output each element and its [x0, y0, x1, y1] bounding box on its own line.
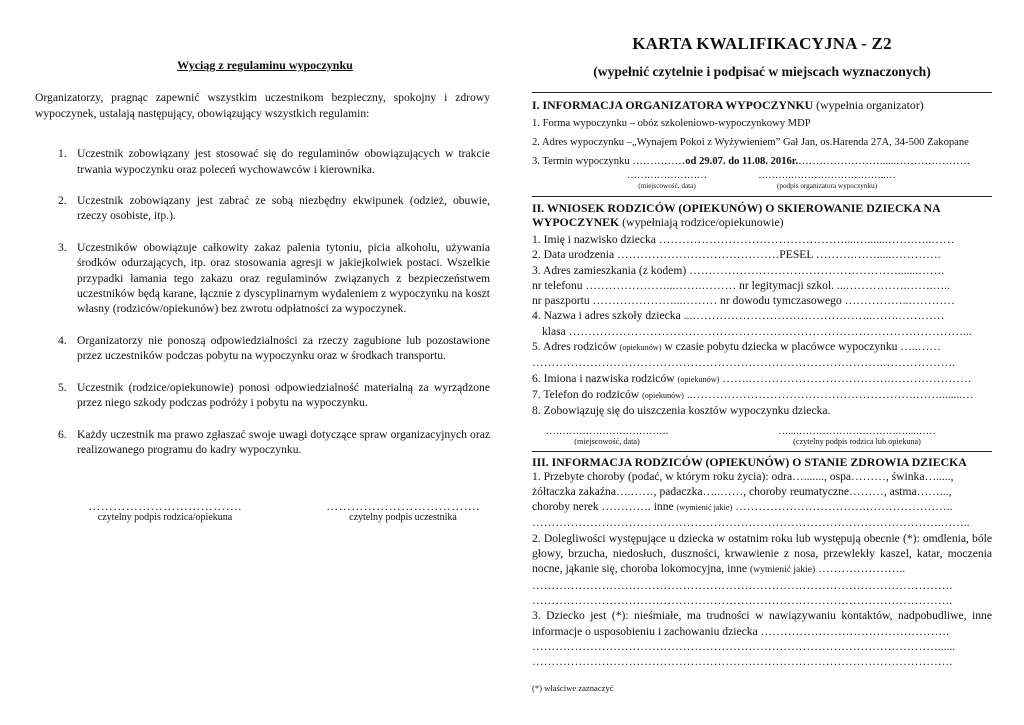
parents-phone-field[interactable] [532, 387, 992, 403]
form-title: KARTA KWALIFIKACYJNA - Z2 [632, 34, 892, 53]
signature-line: ………………………………. [88, 499, 242, 513]
form-subtitle: (wypełnić czytelnie i podpisać w miejscach wyznaczonych) [593, 64, 931, 79]
qualification-form [532, 34, 992, 693]
cost-commitment: 8. Zobowiązuję się do uiszczenia kosztów wypoczynku dziecka. [532, 404, 831, 418]
fill-dots: ………………….. [818, 562, 906, 576]
fill-dots: …………………….....………………… [798, 156, 971, 167]
fill-dots: …….……………………………….………………… [722, 371, 972, 385]
rule-number: 3. [58, 240, 67, 254]
parent-signature-row [532, 427, 992, 447]
continuation-line[interactable]: ………………………………………………………………………………………………. [532, 593, 953, 607]
continuation-line[interactable]: ……………………………………………………………………………………………...... [532, 639, 956, 653]
regulations-intro: Organizatorzy, pragnąc zapewnić wszystkim uczestnikom bezpieczny, spokojny i zdrowy wypoczynek, ustalają następujący, obowiązujący wszystkich regulamin: [35, 91, 490, 120]
field-label: choroby nerek …………. inne [532, 500, 674, 514]
field-label: 5. Adres rodziców [532, 340, 617, 354]
address-field[interactable]: 3. Adres zamieszkania (z kodem) ……………………………………………….......……. [532, 263, 945, 277]
divider [532, 92, 992, 93]
field-note: (wymienić jakie) [676, 503, 733, 513]
rule-text: Uczestnik zobowiązany jest stosować się do regulaminów obowiązujących w trakcie trwania wypoczynku oraz poleceń wychowawców i kierownika. [77, 147, 490, 176]
signature-line: ………………………………. [545, 425, 669, 437]
temperament-question[interactable]: 3. Dziecko jest (*): nieśmiałe, ma trudności w nawiązywaniu kontaktów, nadpobudliwe, inne informacje o usposobieniu i zachowaniu dziecka …………………………………………. [532, 609, 992, 638]
parent-signature-field[interactable] [75, 500, 255, 524]
signature-label: (miejscowość, data) [574, 436, 640, 446]
field-label: w czasie pobytu dziecka w placówce wypoczynku …..…… [664, 340, 941, 354]
stay-dates: od 29.07. do 11.08. 2016r. [685, 156, 799, 167]
other-illnesses-field[interactable] [532, 499, 992, 515]
place-date-field[interactable] [592, 171, 742, 191]
birth-date-pesel-field[interactable]: 2. Data urodzenia ……………………………………PESEL ……….…….....…………. [532, 248, 941, 262]
rule-item [35, 240, 490, 317]
signature-line: …………………… [627, 170, 707, 181]
rule-number: 2. [58, 194, 67, 208]
section-organizer [532, 98, 992, 193]
signature-line: ………………………………. [326, 499, 480, 513]
footnote: (*) właściwe zaznaczyć [532, 683, 614, 694]
parents-request-fields [532, 232, 992, 419]
rule-item [35, 146, 490, 177]
field-note: (opiekunów) [642, 390, 684, 400]
class-field[interactable]: klasa …………………………………………………………………………………………... [542, 324, 972, 338]
place-date-field[interactable] [532, 427, 682, 447]
past-illnesses-field[interactable]: 1. Przebyte choroby (podać, w którym roku życia): odra…......., ospa………, świnka…....., [532, 469, 954, 483]
question-text: 2. Dolegliwości występujące u dziecka w ostatnim roku lub występują obecnie (*): omdlenia, bóle głowy, brzucha, niedosłuch, duszności, krwawienie z nosa, przewlekły kaszel, katar, moczenia nocne, jąkanie się, choroba lokomocyjna, inne [532, 531, 992, 576]
rule-number: 5. [58, 380, 67, 394]
continuation-line[interactable]: ………………………………………………………………………………………………. [532, 655, 953, 669]
section-heading [532, 215, 992, 229]
section-parents-request [532, 201, 992, 447]
section-heading: III. INFORMACJA RODZICÓW (OPIEKUNÓW) O STANIE ZDROWIA DZIECKA [532, 454, 967, 469]
signature-line: ……….………………………..… [758, 170, 896, 181]
section-health-info [532, 455, 992, 694]
parents-address-field[interactable] [532, 339, 992, 355]
rule-item [35, 427, 490, 458]
ailments-question[interactable] [532, 531, 992, 578]
section-heading-note: (wypełnia organizator) [816, 98, 924, 112]
section-heading-note: (wypełniają rodzice/opiekunowie) [622, 215, 784, 229]
organizer-signature-row [532, 171, 992, 193]
divider [532, 451, 992, 452]
rule-text: Każdy uczestnik ma prawo zgłaszać swoje uwagi dotyczące spraw organizacyjnych oraz realizowanego programu do kadry wypoczynku. [77, 427, 490, 456]
section-heading [532, 98, 992, 112]
passport-field[interactable]: nr paszportu …………………...……… nr dowodu tymczasowego ……………..………… [532, 294, 955, 308]
rule-number: 6. [58, 427, 67, 441]
parent-signature-field[interactable] [757, 427, 957, 447]
section-heading: II. WNIOSEK RODZICÓW (OPIEKUNÓW) O SKIEROWANIE DZIECKA NA [532, 201, 941, 215]
past-illnesses-field[interactable]: żółtaczka zakaźna….……, padaczka…..……, choroby reumatyczne………, astma……..., [532, 484, 952, 498]
field-label: 7. Telefon do rodziców [532, 387, 640, 401]
rule-text: Uczestnik zobowiązany jest zabrać ze sobą niezbędny ekwipunek (odzież, obuwie, rzeczy osobiste, itp.). [77, 194, 490, 223]
organizer-signature-field[interactable] [742, 171, 912, 191]
signature-label: czytelny podpis rodzica/opiekuna [97, 512, 233, 523]
regulations-column [35, 58, 490, 473]
divider [532, 196, 992, 197]
fill-dots: …………………………….………………….. [735, 500, 953, 514]
signature-label: czytelny podpis uczestnika [349, 512, 457, 523]
signature-label: (miejscowość, data) [638, 182, 696, 190]
rule-text: Organizatorzy nie ponoszą odpowiedzialności za rzeczy zagubione lub pozostawione przez uczestników podczas pobytu na wypoczynku oraz w środkach transportu. [77, 333, 490, 363]
child-name-field[interactable]: 1. Imię i nazwisko dziecka …………………………………………....….......…….…..…… [532, 233, 955, 246]
signature-label: (czytelny podpis rodzica lub opiekuna) [793, 436, 921, 446]
continuation-line[interactable]: ………………………………………………………………………………………………. [532, 578, 953, 592]
participant-signature-field[interactable] [313, 500, 493, 524]
regulations-list [35, 146, 490, 457]
rule-number: 1. [58, 147, 67, 161]
field-note: (opiekunów) [619, 343, 662, 353]
field-note: (opiekunów) [677, 374, 720, 384]
section-heading-text: WYPOCZYNEK [532, 215, 620, 229]
form-line: 1. Forma wypoczynku – obóz szkoleniowo-wypoczynkowy MDP [532, 118, 811, 129]
parents-names-field[interactable] [532, 371, 992, 387]
signature-label: (podpis organizatora wypoczynku) [776, 182, 878, 190]
phone-id-field[interactable]: nr telefonu …………………...…….……… nr legitymacji szkol. ...…………….…….….. [532, 278, 950, 292]
continuation-line[interactable]: …………………………………………………………………………………………….…….. [532, 516, 970, 530]
continuation-line[interactable]: ……………………………………………………………………………….………………. [532, 356, 956, 370]
rule-number: 4. [58, 333, 67, 347]
field-note: (wymienić jakie) [749, 564, 816, 576]
form-line: 2. Adres wypoczynku –„Wynajem Pokoi z Wyżywieniem” Gał Jan, os.Harenda 27A, 34-500 Zakopane [532, 137, 969, 148]
rule-item [35, 333, 490, 364]
form-line-dates [532, 154, 992, 170]
field-label: 6. Imiona i nazwiska rodziców [532, 371, 675, 385]
form-line-label: 3. Termin wypoczynku …………… [532, 156, 686, 167]
regulations-title: Wyciąg z regulaminu wypoczynku [177, 58, 353, 72]
rule-item [35, 193, 490, 224]
section-heading-text: I. INFORMACJA ORGANIZATORA WYPOCZYNKU [532, 98, 814, 112]
rule-text: Uczestnik (rodzice/opiekunowie) ponosi odpowiedzialność materialną za wyrządzone przez niego szkody podczas podróży i pobytu na wypoczynku. [77, 380, 490, 410]
fill-dots: ..………………………………………………….……........… [686, 387, 974, 401]
signature-line: …...………………………….…...…… [778, 425, 936, 437]
rule-item [35, 380, 490, 411]
school-field[interactable]: 4. Nazwa i adres szkoły dziecka ...………………………………………..…….………… [532, 309, 945, 323]
rule-text: Uczestników obowiązuje całkowity zakaz palenia tytoniu, picia alkoholu, używania środków odurzających, itp. oraz stosowania agresji w jakiejkolwiek postaci. Wszelkie przypadki łamania tego zakazu oraz regulaminów związanych z bezpieczeństwem uczestników będą karane, łącznie z dyscyplinarnym wydaleniem z wypoczynku na koszt własny (rodziców/opiekunów) bez zwrotu odpłatności za wypoczynek. [77, 240, 490, 316]
